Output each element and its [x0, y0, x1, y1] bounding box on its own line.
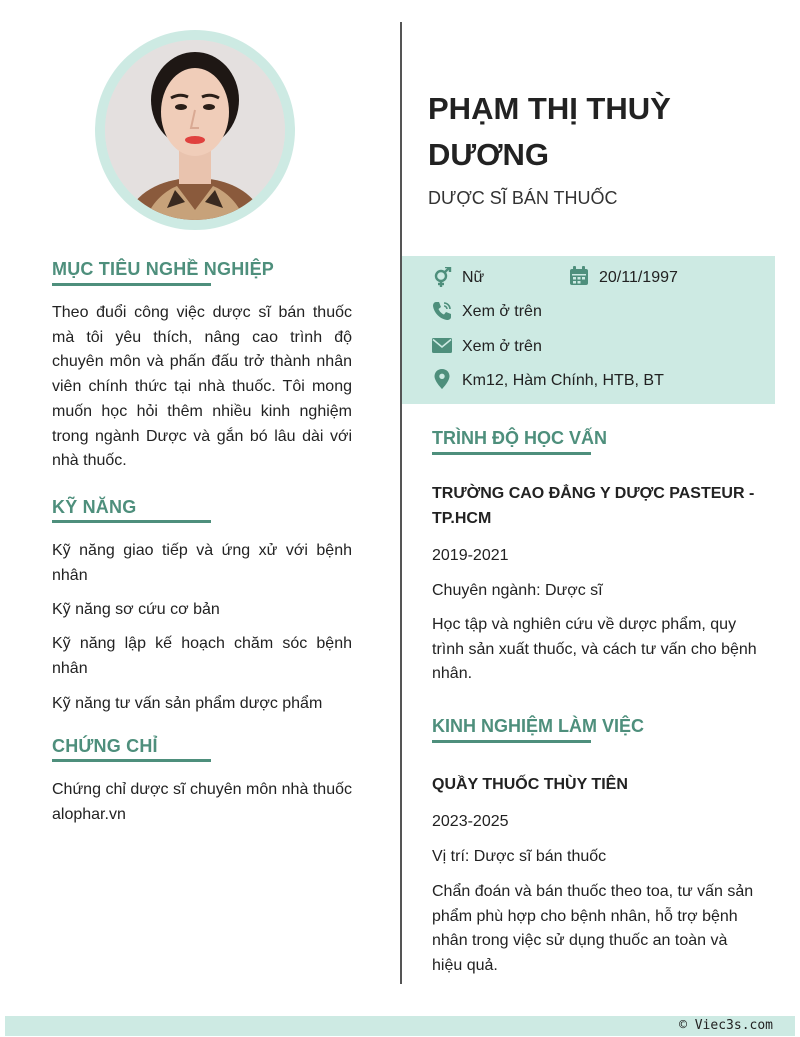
objective-text: Theo đuổi công việc dược sĩ bán thuốc mà tôi yêu thích, nâng cao trình độ chuyên môn và phấn đấu trở thành nhân viên chính thức tại nhà thuốc. Tôi mong muốn học hỏi thêm nhiều kinh nghiệm trong ngành Dược và gắn bó lâu dài với nhà thuốc. [52, 304, 352, 470]
education-title: TRÌNH ĐỘ HỌC VẤN [432, 428, 607, 448]
gender-icon [432, 267, 452, 287]
objective-title: MỤC TIÊU NGHỀ NGHIỆP [52, 259, 275, 279]
candidate-name: PHẠM THỊ THUỲ DƯƠNG [428, 91, 671, 172]
phone-text: Xem ở trên [462, 303, 542, 320]
portrait-image [105, 40, 285, 220]
footer-bar [5, 1016, 795, 1036]
certificates-title: CHỨNG CHỈ [52, 736, 158, 756]
certificates-text: Chứng chỉ dược sĩ chuyên môn nhà thuốc alophar.vn [52, 781, 352, 823]
experience-underline [432, 740, 591, 743]
skill-item: Kỹ năng sơ cứu cơ bản [52, 601, 220, 618]
objective-underline [52, 283, 211, 286]
email-icon [432, 336, 452, 356]
calendar-icon [569, 266, 589, 286]
certificates-underline [52, 759, 211, 762]
skill-item: Kỹ năng lập kế hoạch chăm sóc bệnh nhân [52, 635, 352, 677]
education-description: Học tập và nghiên cứu về dược phẩm, quy trình sản xuất thuốc, và cách tư vấn cho bệnh nhân. [432, 616, 757, 683]
phone-icon [432, 301, 452, 321]
address-text: Km12, Hàm Chính, HTB, BT [462, 372, 664, 389]
skills-underline [52, 520, 211, 523]
location-pin-icon [432, 369, 452, 389]
footer-copyright[interactable]: © Viec3s.com [679, 1018, 773, 1033]
skill-item: Kỹ năng tư vấn sản phẩm dược phẩm [52, 695, 323, 712]
experience-position: Vị trí: Dược sĩ bán thuốc [432, 848, 607, 865]
contact-box [402, 256, 775, 404]
skill-item: Kỹ năng giao tiếp và ứng xử với bệnh nhân [52, 542, 352, 584]
email-text: Xem ở trên [462, 338, 542, 355]
experience-company: QUẦY THUỐC THÙY TIÊN [432, 776, 628, 793]
skills-title: KỸ NĂNG [52, 497, 137, 517]
education-underline [432, 452, 591, 455]
avatar [105, 40, 285, 220]
candidate-role: DƯỢC SĨ BÁN THUỐC [428, 188, 618, 208]
birthday-text: 20/11/1997 [599, 269, 678, 286]
experience-description: Chẩn đoán và bán thuốc theo toa, tư vấn sản phẩm phù hợp cho bệnh nhân, hỗ trợ bệnh nhân trong việc sử dụng thuốc an toàn và hiệu quả. [432, 883, 754, 975]
experience-period: 2023-2025 [432, 813, 509, 830]
experience-title: KINH NGHIỆM LÀM VIỆC [432, 716, 645, 736]
education-major: Chuyên ngành: Dược sĩ [432, 582, 603, 599]
column-divider [400, 22, 402, 984]
education-school: TRƯỜNG CAO ĐẲNG Y DƯỢC PASTEUR - TP.HCM [432, 485, 755, 527]
education-period: 2019-2021 [432, 547, 509, 564]
gender-text: Nữ [462, 269, 485, 286]
